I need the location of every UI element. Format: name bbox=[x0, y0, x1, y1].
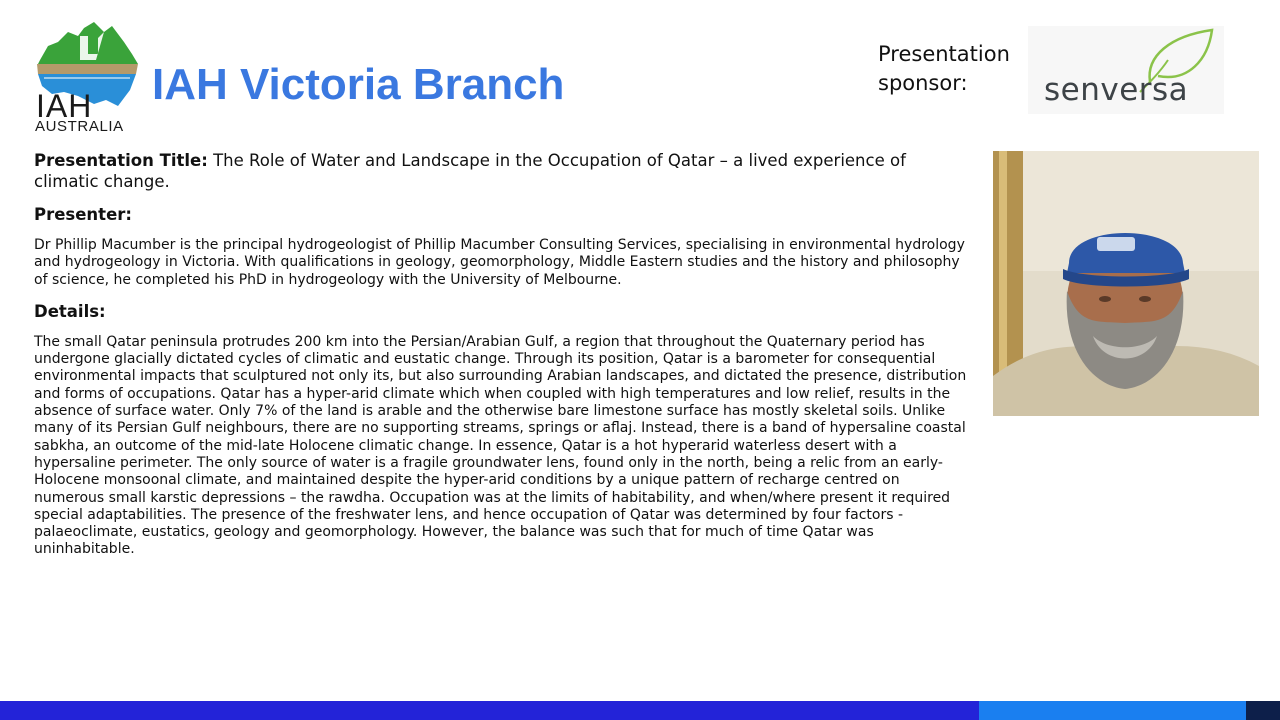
presentation-title bbox=[34, 150, 969, 192]
presenter-photo bbox=[993, 151, 1259, 416]
footer-segment-dark bbox=[1246, 701, 1280, 720]
senversa-logo bbox=[1028, 26, 1224, 114]
details-heading: Details: bbox=[34, 301, 106, 321]
logo-iah-text: IAH bbox=[36, 88, 93, 124]
logo-australia-text: AUSTRALIA bbox=[35, 118, 124, 135]
presentation-content bbox=[34, 150, 969, 559]
presenter-bio: Dr Phillip Macumber is the principal hydrogeologist of Phillip Macumber Consulting Services, specialising in environmental hydrology and hydrogeology in Victoria. With qualifications in geology, geomorphology, Middle Eastern studies and the history and philosophy of science, he completed his PhD in hydrogeology with the University of Melbourne. bbox=[34, 237, 965, 288]
title-text: The Role of Water and Landscape in the Occupation of Qatar – a lived experience of climatic change. bbox=[34, 151, 906, 191]
sponsor-name: senversa bbox=[1044, 72, 1189, 108]
details-text: The small Qatar peninsula protrudes 200 km into the Persian/Arabian Gulf, a region that throughout the Quaternary period has undergone glacially dictated cycles of climatic and eustatic change. Through its position, Qatar is a barometer for consequential environmental impacts that sculptured not only its, but also surrounding Arabian landscapes, and dictated the presence, distribution and forms of occupations. Qatar has a hyper-arid climate which when coupled with high temperatures and low relief, results in the absence of surface water. Only 7% of the land is arable and the otherwise bare limestone surface has mostly skeletal soils. Unlike many of its Persian Gulf neighbours, there are no supporting streams, springs or aflaj. Instead, there is a band of hypersaline coastal sabkha, an outcome of the mid-late Holocene climatic change. In essence, Qatar is a hot hyperarid waterless desert with a hypersaline perimeter. The only source of water is a fragile groundwater lens, found only in the north, being a relic from an early-Holocene monsoonal climate, and maintained despite the hyper-arid conditions by a unique pattern of recharge centred on numerous small karstic depressions – the rawdha. Occupation was at the limits of habitability, and when/where present it required special adaptabilities. The presence of the freshwater lens, and hence occupation of Qatar was determined by four factors - palaeoclimate, eustatics, geology and geomorphology. However, the balance was such that for much of time Qatar was uninhabitable. bbox=[34, 333, 967, 558]
presenter-heading: Presenter: bbox=[34, 205, 132, 224]
branch-title: IAH Victoria Branch bbox=[152, 60, 565, 109]
footer-segment-secondary bbox=[979, 701, 1246, 720]
title-label: Presentation Title: bbox=[34, 151, 208, 170]
footer-bar bbox=[0, 701, 1280, 720]
presenter-portrait-icon bbox=[993, 151, 1259, 416]
footer-segment-primary bbox=[0, 701, 979, 720]
iah-australia-logo bbox=[34, 20, 140, 136]
sponsor-label: Presentation sponsor: bbox=[878, 42, 1010, 95]
